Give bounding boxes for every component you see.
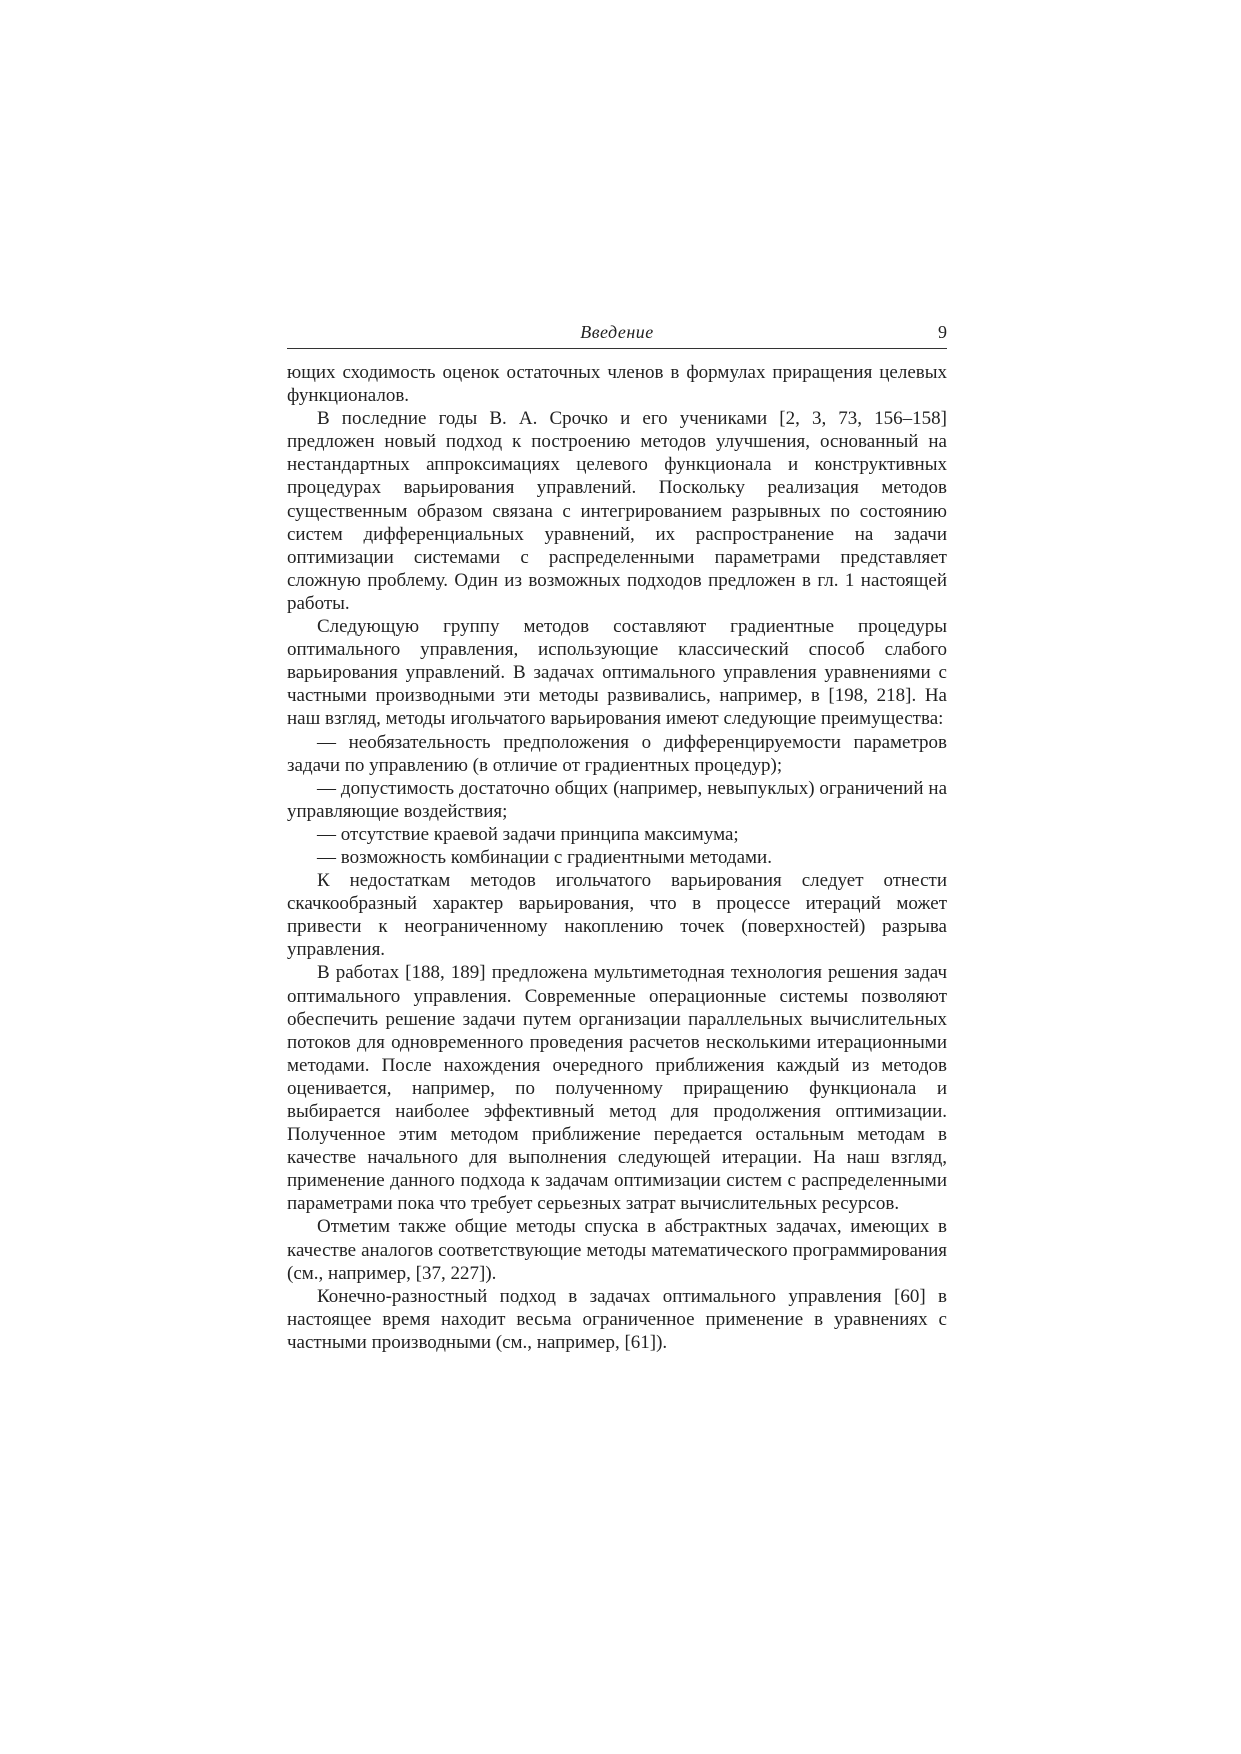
- paragraph: К недостаткам методов игольчатого варьирования следует отнести скачкообразный характер варьирования, что в процессе итераций может привести к неограниченному накоплению точек (поверхностей) разрыва управления.: [287, 870, 947, 961]
- paragraph: Следующую группу методов составляют градиентные процедуры оптимального управления, использующие классический способ слабого варьирования управлений. В задачах оптимального управления уравнениями с частными производными эти методы развивались, например, в [198, 218]. На наш взгляд, методы игольчатого варьирования имеют следующие преимущества:: [287, 616, 947, 730]
- list-item: — необязательность предположения о дифференцируемости параметров задачи по управлению (в отличие от градиентных процедур);: [287, 731, 947, 776]
- paragraph: В работах [188, 189] предложена мультиметодная технология решения задач оптимального управления. Современные операционные системы позволяют обеспечить решение задачи путем организации параллельных вычислительных потоков для одновременного проведения расчетов несколькими итерационными методами. После нахождения очередного приближения каждый из методов оценивается, например, по полученному приращению функционала и выбирается наиболее эффективный метод для продолжения оптимизации. Полученное этим методом приближение передается остальным методам в качестве начального для выполнения следующей итерации. На наш взгляд, применение данного подхода к задачам оптимизации систем с распределенными параметрами пока что требует серьезных затрат вычислительных ресурсов.: [287, 962, 947, 1215]
- paragraph: Отметим также общие методы спуска в абстрактных задачах, имеющих в качестве аналогов соответствующие методы математического программирования (см., например, [37, 227]).: [287, 1216, 947, 1284]
- list-item: — отсутствие краевой задачи принципа максимума;: [317, 823, 739, 845]
- body-text: [287, 361, 947, 1354]
- list-item: — возможность комбинации с градиентными методами.: [317, 846, 772, 868]
- paragraph: Конечно-разностный подход в задачах оптимального управления [60] в настоящее время находит весьма ограниченное применение в уравнениях с частными производными (см., например, [61]).: [287, 1285, 947, 1353]
- paragraph: В последние годы В. А. Срочко и его учениками [2, 3, 73, 156–158] предложен новый подход к построению методов улучшения, основанный на нестандартных аппроксимациях целевого функционала и конструктивных процедурах варьирования управлений. Поскольку реализация методов существенным образом связана с интегрированием разрывных по состоянию систем дифференциальных уравнений, их распространение на задачи оптимизации системами с распределенными параметрами представляет сложную проблему. Один из возможных подходов предложен в гл. 1 настоящей работы.: [287, 408, 947, 614]
- book-page: [287, 318, 947, 1354]
- running-header: [287, 318, 947, 349]
- list-item: — допустимость достаточно общих (например, невыпуклых) ограничений на управляющие воздействия;: [287, 777, 947, 822]
- running-title: Введение: [580, 322, 654, 342]
- page-number: 9: [938, 322, 947, 342]
- paragraph: ющих сходимость оценок остаточных членов в формулах приращения целевых функционалов.: [287, 362, 947, 407]
